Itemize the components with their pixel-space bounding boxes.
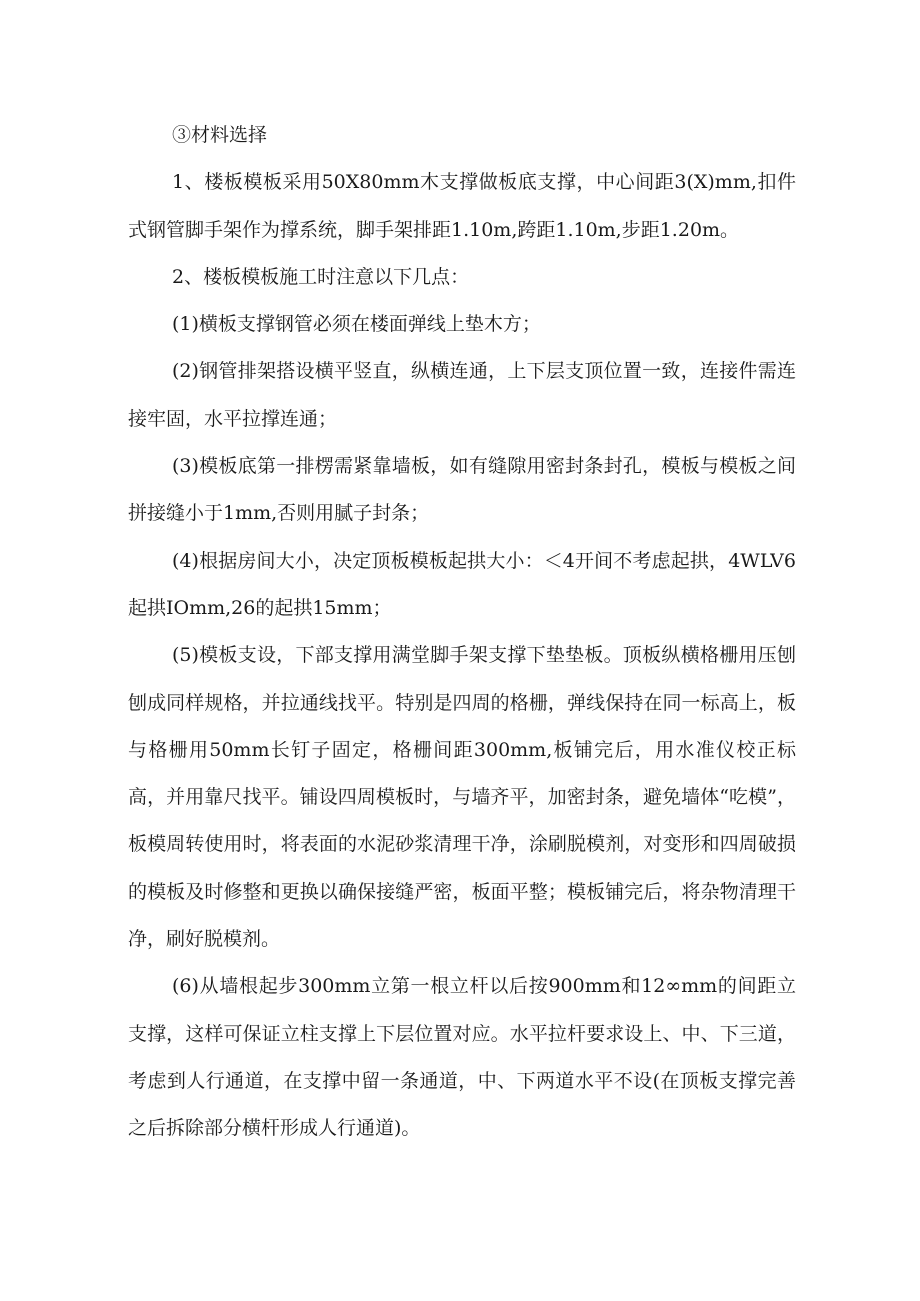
paragraph-6: (4)根据房间大小，决定顶板模板起拱大小：＜4开间不考虑起拱，4WLV6起拱IOmm,26的起拱15mm； [128, 549, 796, 619]
paragraph-1: 1、楼板模板采用50X80mm木支撑做板底支撑，中心间距3(X)mm,扣件式钢管脚手架作为撑系统，脚手架排距1.10m,跨距1.10m,步距1.20m。 [128, 171, 796, 241]
paragraph-4: (2)钢管排架搭设横平竖直，纵横连通，上下层支顶位置一致，连接件需连接牢固，水平拉撑连通； [128, 360, 796, 430]
paragraph-3: (1)横板支撑钢管必须在楼面弹线上垫木方； [172, 313, 541, 336]
paragraph-7: (5)模板支设，下部支撑用满堂脚手架支撑下垫垫板。顶板纵横格栅用压刨刨成同样规格，并拉通线找平。特别是四周的格栅，弹线保持在同一标高上，板与格栅用50mm长钉子固定，格栅间距300mm,板铺完后，用水准仪校正标高，并用靠尺找平。铺设四周模板时，与墙齐平，加密封条，避免墙体“吃模”，板模周转使用时，将表面的水泥砂浆清理干净，涂刷脱模剂，对变形和四周破损的模板及时修整和更换以确保接缝严密，板面平整；模板铺完后，将杂物清理干净，刷好脱模剂。 [128, 644, 796, 951]
paragraph-5: (3)模板底第一排楞需紧靠墙板，如有缝隙用密封条封孔，模板与模板之间拼接缝小于1mm,否则用腻子封条； [128, 455, 796, 525]
paragraph-2: 2、楼板模板施工时注意以下几点： [172, 265, 470, 288]
section-heading: ③材料选择 [172, 124, 268, 146]
paragraph-8: (6)从墙根起步300mm立第一根立杆以后按900mm和12∞mm的间距立支撑，这样可保证立柱支撑上下层位置对应。水平拉杆要求设上、中、下三道，考虑到人行通道，在支撑中留一条通道，中、下两道水平不设(在顶板支撑完善之后拆除部分横杆形成人行通道)。 [128, 975, 796, 1140]
document-body [128, 112, 796, 1153]
